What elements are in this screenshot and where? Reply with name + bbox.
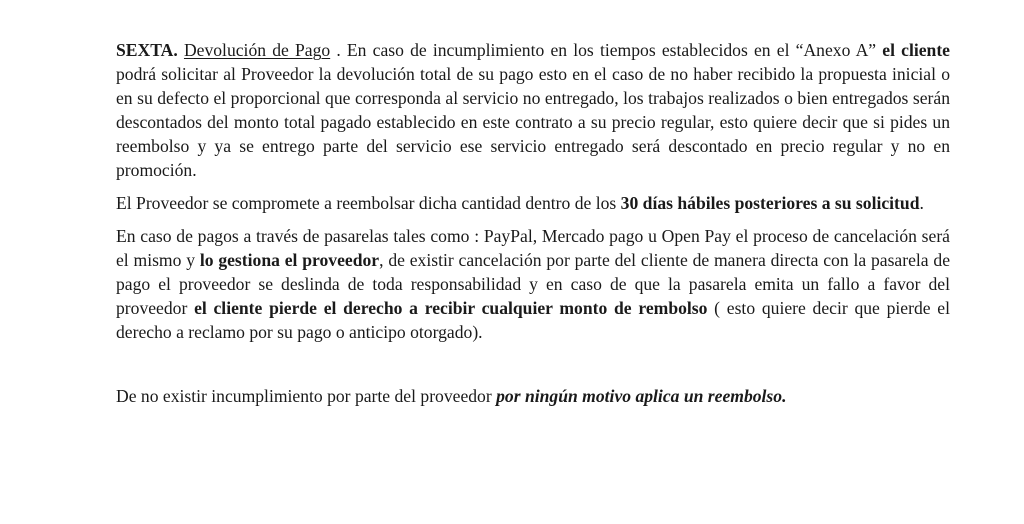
refund-text-2: . [919, 193, 924, 213]
clause-text-1: . En caso de incumplimiento en los tiempos establecidos en el “Anexo A” [330, 40, 883, 60]
clause-heading: SEXTA. [116, 40, 178, 60]
no-refund-emphasis: por ningún motivo aplica un reembolso. [496, 386, 787, 406]
refund-text-1: El Proveedor se compromete a reembolsar dicha cantidad dentro de los [116, 193, 621, 213]
no-refund-paragraph [116, 384, 950, 408]
gateway-client-loses-emphasis: el cliente pierde el derecho a recibir cualquier monto de rembolso [194, 298, 708, 318]
gateway-provider-emphasis: lo gestiona el proveedor [199, 250, 380, 270]
gateway-text-1: En caso de pagos a través de pasarelas tales como : PayPal, Mercado pago u Open Pay el proceso de cancelación será el mismo y [116, 226, 950, 270]
refund-timeframe-paragraph [116, 191, 950, 215]
clause-text-2: podrá solicitar al Proveedor la devolución total de su pago esto en el caso de no haber recibido la propuesta inicial o en su defecto el proporcional que corresponda al servicio no entregado, los trabajos realizados o bien entregados serán descontados del monto total pagado establecido en este contrato a su precio regular, esto quiere decir que si pides un reembolso y ya se entrego parte del servicio ese servicio entregado será descontado en precio regular y no en promoción. [116, 64, 950, 180]
no-refund-text: De no existir incumplimiento por parte del proveedor [116, 386, 497, 406]
gateway-text-3: ( esto quiere decir que pierde el derecho a reclamo por su pago o anticipo otorgado). [116, 298, 950, 342]
clause-title: Devolución de Pago [183, 40, 331, 60]
contract-page [116, 38, 950, 408]
gateway-text-2: , de existir cancelación por parte del cliente de manera directa con la pasarela de pago el proveedor se deslinda de toda responsabilidad y en caso de que la pasarela emita un fallo a favor del proveedor [116, 250, 951, 318]
payment-gateway-paragraph [116, 224, 950, 344]
refund-deadline-emphasis: 30 días hábiles posteriores a su solicitud [620, 193, 920, 213]
clause-client-emphasis: el cliente [882, 40, 950, 60]
clause-sexta-paragraph [116, 38, 950, 182]
